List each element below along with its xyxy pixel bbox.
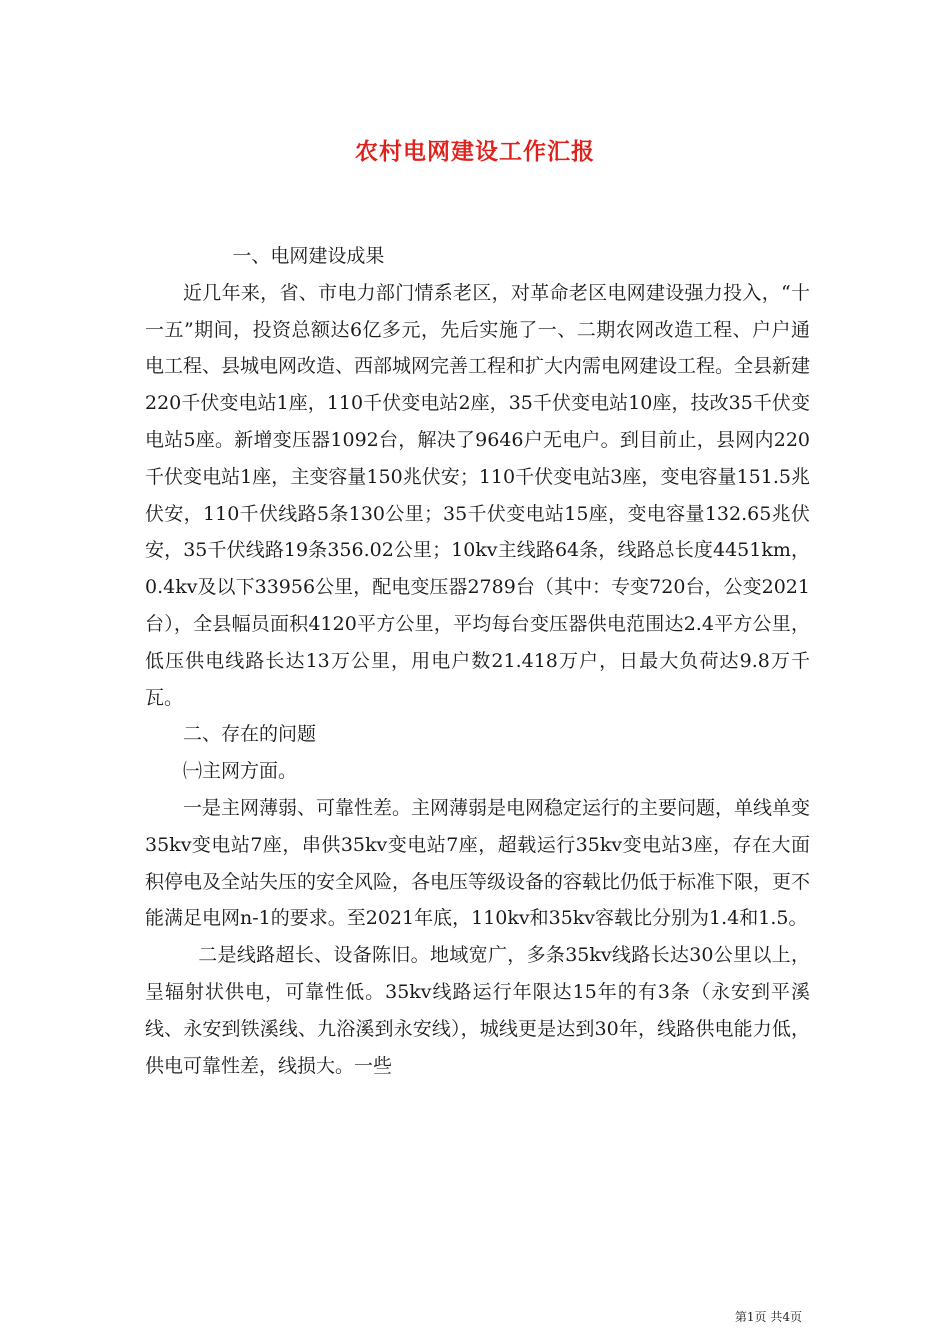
subsection-heading-main-grid: ㈠主网方面。	[183, 760, 298, 783]
paragraph-achievements: 近几年来，省、市电力部门情系老区，对革命老区电网建设强力投入，“十一五”期间，投资总额达6亿多元，先后实施了一、二期农网改造工程、户户通电工程、县城电网改造、西部城网完善工程和扩大内需电网建设工程。全县新建220千伏变电站1座，110千伏变电站2座，35千伏变电站10座，技改35千伏变电站5座。新增变压器1092台，解决了9646户无电户。到目前止，县网内220千伏变电站1座，主变容量150兆伏安；110千伏变电站3座，变电容量151.5兆伏安，110千伏线路5条130公里；35千伏变电站15座，变电容量132.65兆伏安，35千伏线路19条356.02公里；10kv主线路64条，线路总长度4451km，0.4kv及以下33956公里，配电变压器2789台（其中：专变720台，公变2021台），全县幅员面积4120平方公里，平均每台变压器供电范围达2.4平方公里，低压供电线路长达13万公里，用电户数21.418万户，日最大负荷达9.8万千瓦。	[145, 281, 811, 709]
section-heading-problems: 二、存在的问题	[183, 723, 317, 746]
document-title: 农村电网建设工作汇报	[355, 138, 595, 165]
paragraph-problem-one: 一是主网薄弱、可靠性差。主网薄弱是电网稳定运行的主要问题，单线单变35kv变电站7座，串供35kv变电站7座，超载运行35kv变电站3座，存在大面积停电及全站失压的安全风险，各电压等级设备的容载比仍低于标准下限，更不能满足电网n-1的要求。至2021年底，110kv和35kv容载比分别为1.4和1.5。	[145, 796, 811, 930]
page-number-footer: 第1页 共4页	[734, 1310, 802, 1324]
section-heading-achievements: 一、电网建设成果	[232, 245, 385, 267]
document-body	[145, 238, 810, 1084]
paragraph-problem-two: 二是线路超长、设备陈旧。地域宽广，多条35kv线路长达30公里以上，呈辐射状供电，可靠性低。35kv线路运行年限达15年的有3条（永安到平溪线、永安到铁溪线、九浴溪到永安线），城线更是达到30年，线路供电能力低，供电可靠性差，线损大。一些	[145, 944, 810, 1077]
